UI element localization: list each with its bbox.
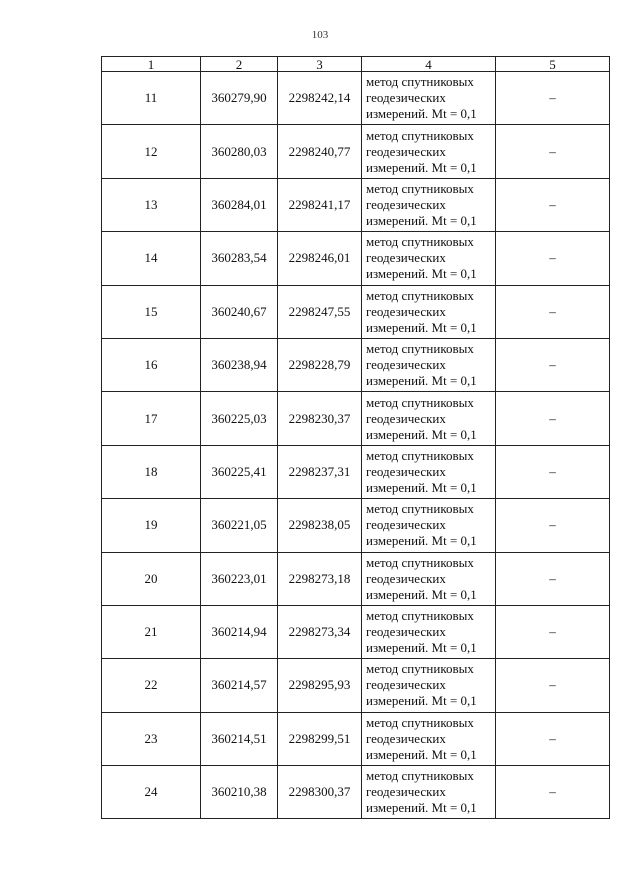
point-number-cell: 12	[102, 125, 201, 178]
note-cell: –	[496, 125, 610, 178]
method-cell	[362, 766, 496, 819]
method-cell	[362, 178, 496, 231]
note-cell: –	[496, 232, 610, 285]
x-coordinate-cell: 360214,51	[201, 712, 278, 765]
table-body	[102, 72, 610, 819]
x-coordinate-cell: 360223,01	[201, 552, 278, 605]
point-number-cell: 24	[102, 766, 201, 819]
method-line: геодезических	[366, 90, 446, 106]
table-row	[102, 72, 610, 125]
method-line: геодезических	[366, 624, 446, 640]
method-cell	[362, 659, 496, 712]
note-cell: –	[496, 72, 610, 125]
table-row	[102, 766, 610, 819]
method-line: метод спутниковых	[366, 180, 474, 196]
method-line: метод спутниковых	[366, 447, 474, 463]
method-line: геодезических	[366, 570, 446, 586]
note-cell: –	[496, 552, 610, 605]
y-coordinate-cell: 2298237,31	[278, 445, 362, 498]
header-col-5: 5	[496, 57, 610, 72]
point-number-cell: 21	[102, 605, 201, 658]
method-line: измерений. Mt = 0,1	[366, 479, 477, 495]
method-line: геодезических	[366, 303, 446, 319]
x-coordinate-cell: 360279,90	[201, 72, 278, 125]
table-row	[102, 445, 610, 498]
method-line: измерений. Mt = 0,1	[366, 746, 477, 762]
method-line: геодезических	[366, 250, 446, 266]
method-cell	[362, 232, 496, 285]
method-line: измерений. Mt = 0,1	[366, 426, 477, 442]
x-coordinate-cell: 360214,57	[201, 659, 278, 712]
method-line: метод спутниковых	[366, 74, 474, 90]
method-line: измерений. Mt = 0,1	[366, 586, 477, 602]
note-cell: –	[496, 766, 610, 819]
y-coordinate-cell: 2298299,51	[278, 712, 362, 765]
method-line: геодезических	[366, 730, 446, 746]
method-line: метод спутниковых	[366, 287, 474, 303]
y-coordinate-cell: 2298246,01	[278, 232, 362, 285]
note-cell: –	[496, 712, 610, 765]
method-line: измерений. Mt = 0,1	[366, 159, 477, 175]
table-row	[102, 125, 610, 178]
method-line: измерений. Mt = 0,1	[366, 373, 477, 389]
method-line: измерений. Mt = 0,1	[366, 212, 477, 228]
method-cell	[362, 72, 496, 125]
method-line: измерений. Mt = 0,1	[366, 800, 477, 816]
method-cell	[362, 338, 496, 391]
method-line: метод спутниковых	[366, 768, 474, 784]
point-number-cell: 17	[102, 392, 201, 445]
method-line: измерений. Mt = 0,1	[366, 533, 477, 549]
method-line: метод спутниковых	[366, 394, 474, 410]
point-number-cell: 11	[102, 72, 201, 125]
table-row	[102, 499, 610, 552]
note-cell: –	[496, 338, 610, 391]
table-row	[102, 232, 610, 285]
method-cell	[362, 125, 496, 178]
method-line: измерений. Mt = 0,1	[366, 106, 477, 122]
x-coordinate-cell: 360221,05	[201, 499, 278, 552]
point-number-cell: 19	[102, 499, 201, 552]
note-cell: –	[496, 392, 610, 445]
table-row	[102, 659, 610, 712]
y-coordinate-cell: 2298241,17	[278, 178, 362, 231]
point-number-cell: 13	[102, 178, 201, 231]
y-coordinate-cell: 2298295,93	[278, 659, 362, 712]
method-cell	[362, 445, 496, 498]
method-line: геодезических	[366, 463, 446, 479]
method-line: геодезических	[366, 410, 446, 426]
x-coordinate-cell: 360214,94	[201, 605, 278, 658]
header-col-3: 3	[278, 57, 362, 72]
coordinates-table	[101, 56, 610, 819]
method-line: измерений. Mt = 0,1	[366, 266, 477, 282]
y-coordinate-cell: 2298273,18	[278, 552, 362, 605]
y-coordinate-cell: 2298230,37	[278, 392, 362, 445]
note-cell: –	[496, 285, 610, 338]
point-number-cell: 20	[102, 552, 201, 605]
method-cell	[362, 605, 496, 658]
table-row	[102, 605, 610, 658]
table-row	[102, 552, 610, 605]
header-row	[102, 57, 610, 72]
method-cell	[362, 552, 496, 605]
y-coordinate-cell: 2298238,05	[278, 499, 362, 552]
table-row	[102, 285, 610, 338]
note-cell: –	[496, 445, 610, 498]
method-line: измерений. Mt = 0,1	[366, 693, 477, 709]
method-line: измерений. Mt = 0,1	[366, 640, 477, 656]
y-coordinate-cell: 2298228,79	[278, 338, 362, 391]
x-coordinate-cell: 360284,01	[201, 178, 278, 231]
table-row	[102, 178, 610, 231]
point-number-cell: 18	[102, 445, 201, 498]
page-number: 103	[311, 29, 329, 41]
point-number-cell: 16	[102, 338, 201, 391]
header-col-1: 1	[102, 57, 201, 72]
y-coordinate-cell: 2298247,55	[278, 285, 362, 338]
method-cell	[362, 392, 496, 445]
method-line: геодезических	[366, 357, 446, 373]
x-coordinate-cell: 360225,03	[201, 392, 278, 445]
x-coordinate-cell: 360283,54	[201, 232, 278, 285]
x-coordinate-cell: 360225,41	[201, 445, 278, 498]
x-coordinate-cell: 360280,03	[201, 125, 278, 178]
method-line: метод спутниковых	[366, 661, 474, 677]
point-number-cell: 14	[102, 232, 201, 285]
table-row	[102, 338, 610, 391]
point-number-cell: 22	[102, 659, 201, 712]
method-cell	[362, 499, 496, 552]
point-number-cell: 23	[102, 712, 201, 765]
method-line: метод спутниковых	[366, 501, 474, 517]
method-line: метод спутниковых	[366, 714, 474, 730]
header-col-2: 2	[201, 57, 278, 72]
y-coordinate-cell: 2298242,14	[278, 72, 362, 125]
note-cell: –	[496, 659, 610, 712]
method-line: метод спутниковых	[366, 608, 474, 624]
x-coordinate-cell: 360238,94	[201, 338, 278, 391]
x-coordinate-cell: 360240,67	[201, 285, 278, 338]
method-line: измерений. Mt = 0,1	[366, 319, 477, 335]
point-number-cell: 15	[102, 285, 201, 338]
method-line: геодезических	[366, 784, 446, 800]
method-line: геодезических	[366, 517, 446, 533]
table-row	[102, 712, 610, 765]
y-coordinate-cell: 2298240,77	[278, 125, 362, 178]
y-coordinate-cell: 2298273,34	[278, 605, 362, 658]
method-cell	[362, 285, 496, 338]
method-line: геодезических	[366, 196, 446, 212]
method-line: метод спутниковых	[366, 234, 474, 250]
table-row	[102, 392, 610, 445]
note-cell: –	[496, 499, 610, 552]
method-line: метод спутниковых	[366, 554, 474, 570]
y-coordinate-cell: 2298300,37	[278, 766, 362, 819]
method-line: геодезических	[366, 143, 446, 159]
method-cell	[362, 712, 496, 765]
note-cell: –	[496, 605, 610, 658]
method-line: геодезических	[366, 677, 446, 693]
x-coordinate-cell: 360210,38	[201, 766, 278, 819]
method-line: метод спутниковых	[366, 127, 474, 143]
method-line: метод спутниковых	[366, 341, 474, 357]
header-col-4: 4	[362, 57, 496, 72]
table-header	[102, 57, 610, 72]
note-cell: –	[496, 178, 610, 231]
